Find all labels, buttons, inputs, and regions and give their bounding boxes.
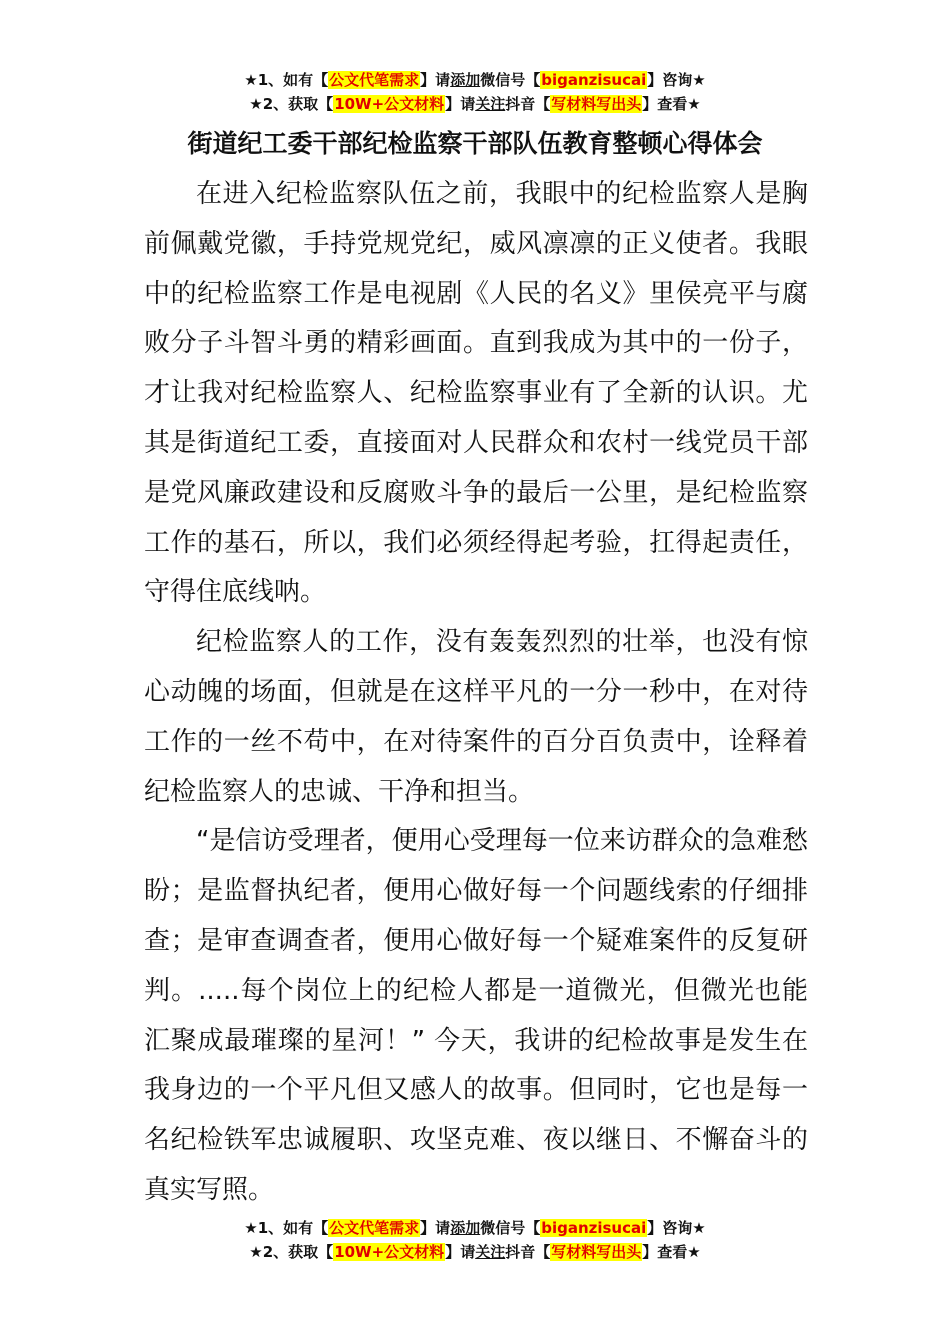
highlight-douyin: 写材料写出头 [551, 95, 642, 113]
underlined-follow: 关注 [475, 95, 506, 113]
underlined-follow: 关注 [475, 1243, 506, 1261]
banner-text: ★2、获取【 [249, 95, 334, 113]
banner-text: 】咨询★ [647, 71, 706, 89]
banner-text: ★1、如有【 [244, 71, 329, 89]
banner-text: ★1、如有【 [244, 1219, 329, 1237]
highlight-wechat-id: biganzisucai [541, 1219, 647, 1237]
highlight-materials: 10W+公文材料 [334, 95, 445, 113]
underlined-add: 添加 [450, 71, 481, 89]
highlight-service: 公文代笔需求 [329, 71, 420, 89]
paragraph-1: 在进入纪检监察队伍之前，我眼中的纪检监察人是胸前佩戴党徽，手持党规党纪，威风凛凛的正义使者。我眼中的纪检监察工作是电视剧《人民的名义》里侯亮平与腐败分子斗智斗勇的精彩画面。直到我成为其中的一份子，才让我对纪检监察人、纪检监察事业有了全新的认识。尤其是街道纪工委，直接面对人民群众和农村一线党员干部是党风廉政建设和反腐败斗争的最后一公里，是纪检监察工作的基石，所以，我们必须经得起考验，扛得起责任，守得住底线呐。 [144, 179, 808, 608]
banner-text: 】咨询★ [647, 1219, 706, 1237]
banner-text: 】请 [420, 1219, 451, 1237]
banner-text: 微信号【 [480, 1219, 541, 1237]
highlight-service: 公文代笔需求 [329, 1219, 420, 1237]
document-title: 街道纪工委干部纪检监察干部队伍教育整顿心得体会 [187, 129, 763, 158]
highlight-douyin: 写材料写出头 [551, 1243, 642, 1261]
banner-line-1 [0, 1216, 950, 1240]
banner-text: 】查看★ [642, 95, 701, 113]
banner-line-1 [0, 68, 950, 92]
paragraph-2: 纪检监察人的工作，没有轰轰烈烈的壮举，也没有惊心动魄的场面，但就是在这样平凡的一分一秒中，在对待工作的一丝不苟中，在对待案件的百分百负责中，诠释着纪检监察人的忠诚、干净和担当。 [144, 627, 808, 807]
banner-text: 】请 [445, 95, 476, 113]
banner-text: 】查看★ [642, 1243, 701, 1261]
banner-text: 抖音【 [505, 1243, 551, 1261]
paragraph-3: “是信访受理者，便用心受理每一位来访群众的急难愁盼；是监督执纪者，便用心做好每一个问题线索的仔细排查；是审查调查者，便用心做好每一个疑难案件的反复研判。.....每个岗位上的纪检人都是一道微光，但微光也能汇聚成最璀璨的星河！” 今天，我讲的纪检故事是发生在我身边的一个平凡但又感人的故事。但同时，它也是每一名纪检铁军忠诚履职、攻坚克难、夜以继日、不懈奋斗的真实写照。 [144, 826, 808, 1205]
banner-text: ★2、获取【 [249, 1243, 334, 1261]
banner-line-2 [0, 92, 950, 116]
banner-text: 抖音【 [505, 95, 551, 113]
banner-line-2 [0, 1240, 950, 1264]
banner-text: 微信号【 [480, 71, 541, 89]
banner-text: 】请 [420, 71, 451, 89]
underlined-add: 添加 [450, 1219, 481, 1237]
highlight-wechat-id: biganzisucai [541, 71, 647, 89]
header-banner [0, 68, 950, 116]
footer-banner [0, 1216, 950, 1264]
highlight-materials: 10W+公文材料 [334, 1243, 445, 1261]
document-body [144, 170, 808, 1216]
banner-text: 】请 [445, 1243, 476, 1261]
